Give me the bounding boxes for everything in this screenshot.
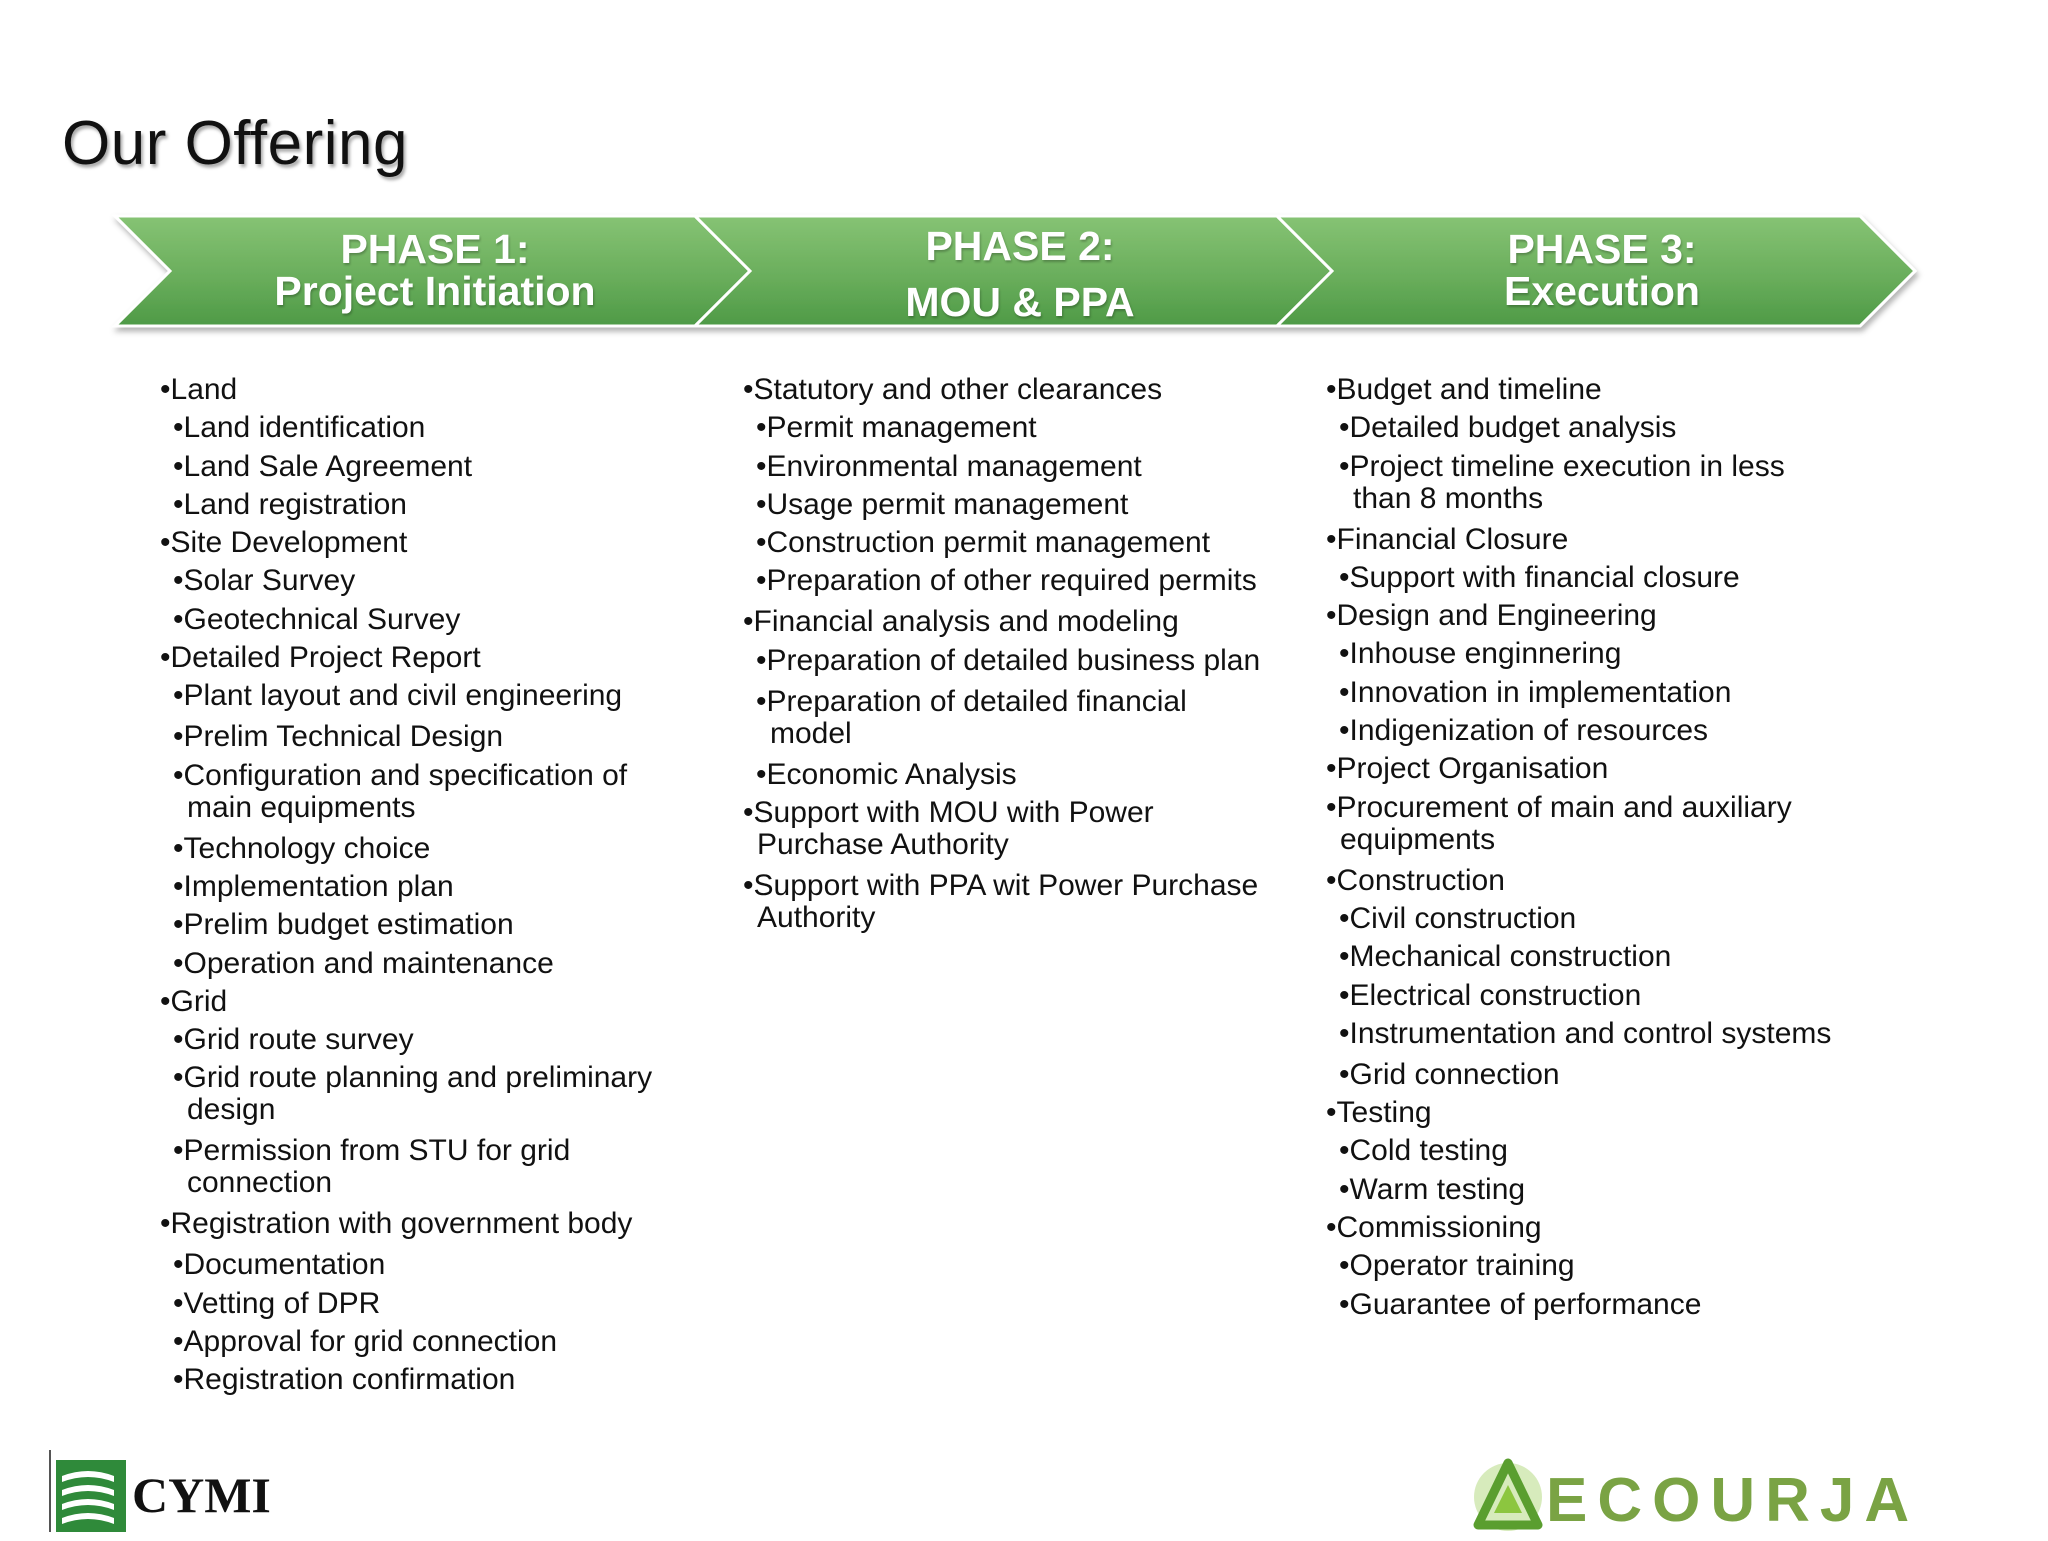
- sub-list-item: •Prelim Technical Design: [173, 720, 504, 754]
- list-item: •Commissioning: [1326, 1211, 1542, 1245]
- sub-list-item: •Instrumentation and control systems: [1339, 1016, 1832, 1050]
- list-item: •Land: [160, 373, 238, 406]
- sub-list-item: •Preparation of detailed financial model: [756, 684, 1187, 750]
- sub-list-item: •Land Sale Agreement: [173, 449, 473, 483]
- sub-list-item: •Plant layout and civil engineering: [173, 679, 623, 713]
- sub-list-item: •Geotechnical Survey: [173, 602, 461, 636]
- sub-list-item: •Environmental management: [756, 449, 1142, 483]
- page-title: Our Offering: [62, 108, 409, 178]
- sub-list-item: •Documentation: [173, 1248, 386, 1282]
- sub-list-item: •Solar Survey: [173, 564, 356, 598]
- phase-3-details: [1326, 371, 1846, 1324]
- sub-list-item: •Usage permit management: [756, 487, 1129, 521]
- list-item: •Procurement of main and auxiliary equipments: [1326, 790, 1792, 856]
- sub-list-item: •Grid route planning and preliminary design: [173, 1061, 653, 1127]
- phase-1-details: [160, 371, 680, 1400]
- sub-list-item: •Detailed budget analysis: [1339, 411, 1677, 445]
- ecourja-logo: [1468, 1455, 2048, 1535]
- list-item: •Detailed Project Report: [160, 641, 481, 675]
- sub-list-item: •Cold testing: [1339, 1134, 1508, 1168]
- list-item: •Financial Closure: [1326, 522, 1569, 556]
- list-item: •Financial analysis and modeling: [743, 605, 1179, 639]
- sub-list-item: •Prelim budget estimation: [173, 908, 514, 942]
- recycle-leaf-icon: [1474, 1463, 1542, 1531]
- list-item: •Support with MOU with Power Purchase Authority: [743, 796, 1154, 862]
- sub-list-item: •Operation and maintenance: [173, 946, 554, 980]
- cymi-logo: [48, 1450, 288, 1536]
- phase-2-details: [743, 371, 1263, 940]
- list-item: •Budget and timeline: [1326, 373, 1602, 406]
- list-item: •Design and Engineering: [1326, 599, 1657, 633]
- phase-3-label: PHASE 3: Execution: [1504, 226, 1700, 314]
- list-item: •Registration with government body: [160, 1207, 633, 1241]
- sub-list-item: •Implementation plan: [173, 869, 454, 903]
- list-item: •Project Organisation: [1326, 752, 1609, 786]
- phase-2-label: PHASE 2: MOU & PPA: [905, 223, 1135, 325]
- sub-list-item: •Technology choice: [173, 831, 431, 865]
- phase-1-label: PHASE 1: Project Initiation: [274, 226, 596, 314]
- list-item: •Grid: [160, 984, 228, 1018]
- sub-list-item: •Vetting of DPR: [173, 1286, 381, 1320]
- sub-list-item: •Innovation in implementation: [1339, 675, 1732, 709]
- sub-list-item: •Preparation of detailed business plan: [756, 643, 1261, 677]
- list-item: •Testing: [1326, 1096, 1432, 1130]
- list-item: •Support with PPA wit Power Purchase Authority: [743, 869, 1259, 935]
- sub-list-item: •Land registration: [173, 487, 407, 521]
- sub-list-item: •Permit management: [756, 411, 1037, 445]
- sub-list-item: •Grid route survey: [173, 1023, 414, 1057]
- sub-list-item: •Indigenization of resources: [1339, 714, 1709, 748]
- sub-list-item: •Project timeline execution in less than 8 months: [1339, 449, 1785, 515]
- list-item: •Construction: [1326, 863, 1505, 897]
- sub-list-item: •Configuration and specification of main equipments: [173, 758, 628, 824]
- ecourja-logo-text: ECOURJA: [1546, 1466, 1920, 1535]
- sub-list-item: •Support with financial closure: [1339, 560, 1740, 594]
- sub-list-item: •Warm testing: [1339, 1172, 1526, 1206]
- sub-list-item: •Civil construction: [1339, 901, 1577, 935]
- sub-list-item: •Preparation of other required permits: [756, 564, 1257, 598]
- sub-list-item: •Construction permit management: [756, 526, 1211, 560]
- sub-list-item: •Guarantee of performance: [1339, 1287, 1702, 1321]
- list-item: •Statutory and other clearances: [743, 373, 1163, 406]
- cymi-logo-text: CYMI: [132, 1467, 271, 1523]
- sub-list-item: •Electrical construction: [1339, 978, 1642, 1012]
- sub-list-item: •Inhouse enginnering: [1339, 637, 1622, 671]
- sub-list-item: •Approval for grid connection: [173, 1325, 558, 1359]
- sub-list-item: •Mechanical construction: [1339, 940, 1672, 974]
- sub-list-item: •Grid connection: [1339, 1057, 1560, 1091]
- sub-list-item: •Registration confirmation: [173, 1363, 516, 1397]
- sub-list-item: •Operator training: [1339, 1249, 1575, 1283]
- list-item: •Site Development: [160, 526, 408, 560]
- sub-list-item: •Land identification: [173, 411, 426, 445]
- sub-list-item: •Economic Analysis: [756, 757, 1017, 791]
- sub-list-item: •Permission from STU for grid connection: [173, 1134, 571, 1200]
